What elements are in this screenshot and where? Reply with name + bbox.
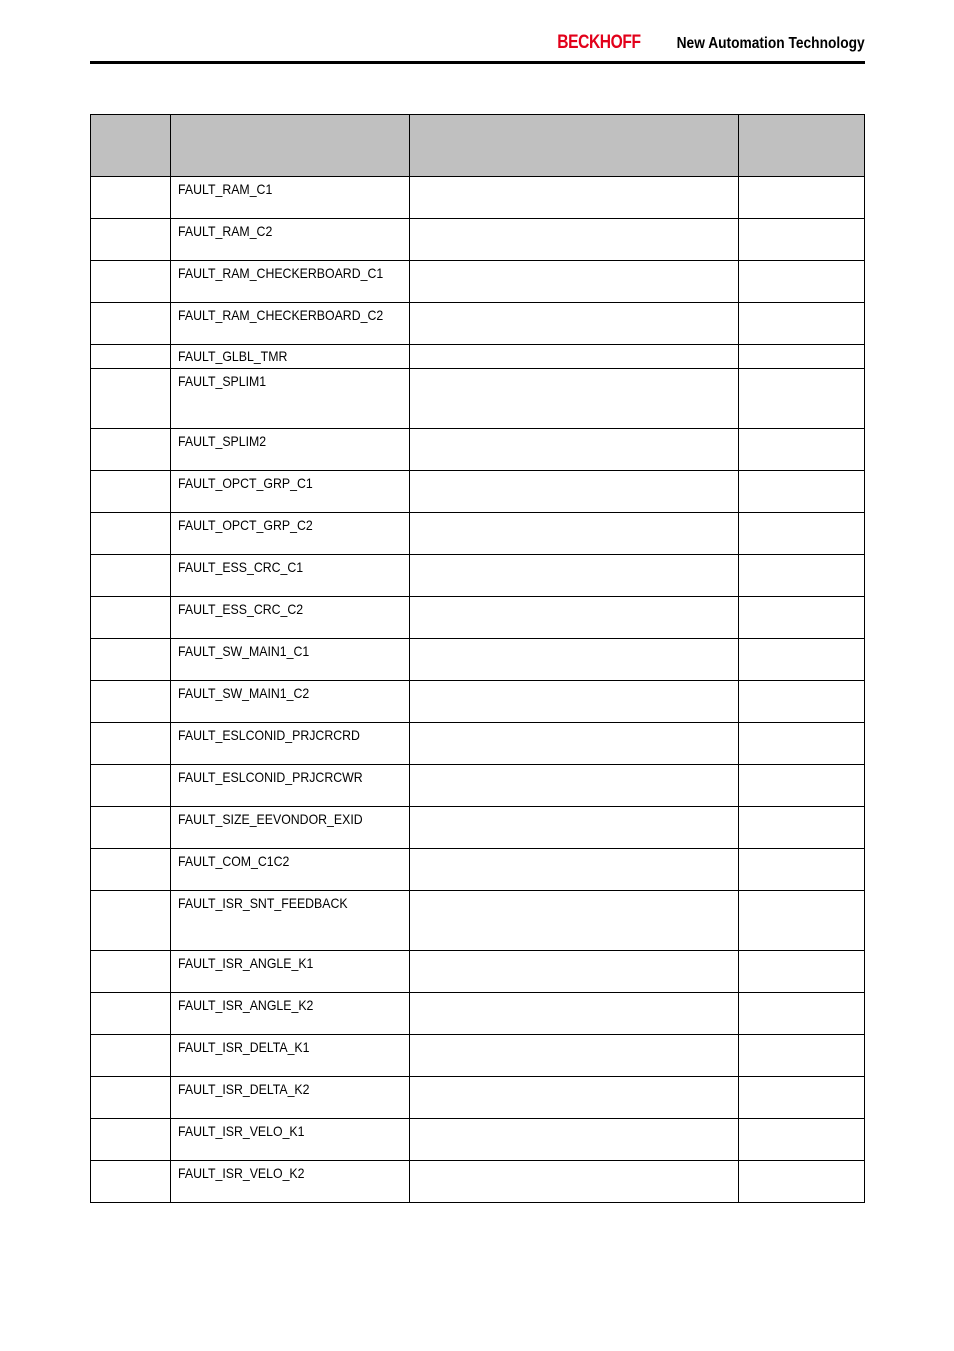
- name-cell: [171, 807, 410, 849]
- description-cell: [410, 807, 739, 849]
- id-cell: [91, 993, 171, 1035]
- fault-name: FAULT_ISR_DELTA_K2: [178, 1081, 310, 1097]
- id-cell: [91, 303, 171, 345]
- id-cell: [91, 597, 171, 639]
- extra-cell: [739, 261, 865, 303]
- fault-name: FAULT_ISR_SNT_FEEDBACK: [178, 895, 348, 911]
- fault-name: FAULT_ISR_VELO_K1: [178, 1123, 305, 1139]
- extra-cell: [739, 1119, 865, 1161]
- id-cell: [91, 369, 171, 429]
- brand-tagline: New Automation Technology: [676, 35, 865, 52]
- table-row: [91, 597, 865, 639]
- header-cell-description: [410, 115, 739, 177]
- extra-cell: [739, 345, 865, 369]
- table-row: [91, 681, 865, 723]
- extra-cell: [739, 369, 865, 429]
- name-cell: [171, 723, 410, 765]
- extra-cell: [739, 723, 865, 765]
- brand-name: BECKHOFF: [557, 32, 641, 53]
- table-row: [91, 723, 865, 765]
- description-cell: [410, 303, 739, 345]
- table-row: [91, 177, 865, 219]
- description-cell: [410, 1077, 739, 1119]
- id-cell: [91, 345, 171, 369]
- fault-name: FAULT_RAM_C2: [178, 223, 273, 239]
- table-row: [91, 471, 865, 513]
- extra-cell: [739, 681, 865, 723]
- table-row: [91, 429, 865, 471]
- description-cell: [410, 1161, 739, 1203]
- table-row: [91, 1119, 865, 1161]
- extra-cell: [739, 471, 865, 513]
- name-cell: [171, 639, 410, 681]
- id-cell: [91, 471, 171, 513]
- description-cell: [410, 177, 739, 219]
- fault-name: FAULT_RAM_C1: [178, 181, 273, 197]
- name-cell: [171, 513, 410, 555]
- description-cell: [410, 723, 739, 765]
- id-cell: [91, 891, 171, 951]
- extra-cell: [739, 765, 865, 807]
- table-row: [91, 891, 865, 951]
- table-row: [91, 1035, 865, 1077]
- id-cell: [91, 639, 171, 681]
- table-row: [91, 807, 865, 849]
- id-cell: [91, 1161, 171, 1203]
- name-cell: [171, 849, 410, 891]
- id-cell: [91, 951, 171, 993]
- name-cell: [171, 369, 410, 429]
- table-header-row: [91, 115, 865, 177]
- fault-name: FAULT_OPCT_GRP_C2: [178, 517, 313, 533]
- table-row: [91, 993, 865, 1035]
- description-cell: [410, 513, 739, 555]
- description-cell: [410, 597, 739, 639]
- description-cell: [410, 219, 739, 261]
- extra-cell: [739, 951, 865, 993]
- extra-cell: [739, 849, 865, 891]
- fault-name: FAULT_GLBL_TMR: [178, 348, 288, 364]
- header-cell-id: [91, 115, 171, 177]
- description-cell: [410, 681, 739, 723]
- id-cell: [91, 807, 171, 849]
- id-cell: [91, 1035, 171, 1077]
- header-cell-extra: [739, 115, 865, 177]
- name-cell: [171, 1119, 410, 1161]
- table-row: [91, 1161, 865, 1203]
- description-cell: [410, 1119, 739, 1161]
- table-row: [91, 951, 865, 993]
- name-cell: [171, 765, 410, 807]
- name-cell: [171, 555, 410, 597]
- fault-name: FAULT_SPLIM1: [178, 373, 267, 389]
- fault-name: FAULT_SW_MAIN1_C2: [178, 685, 310, 701]
- name-cell: [171, 1077, 410, 1119]
- extra-cell: [739, 303, 865, 345]
- fault-name: FAULT_ESLCONID_PRJCRCRD: [178, 727, 360, 743]
- page-header: [90, 28, 865, 64]
- extra-cell: [739, 429, 865, 471]
- table-row: [91, 261, 865, 303]
- fault-name: FAULT_COM_C1C2: [178, 853, 290, 869]
- name-cell: [171, 597, 410, 639]
- description-cell: [410, 951, 739, 993]
- name-cell: [171, 681, 410, 723]
- table-row: [91, 765, 865, 807]
- fault-table: [90, 114, 865, 1203]
- table-row: [91, 639, 865, 681]
- fault-name: FAULT_ISR_ANGLE_K2: [178, 997, 314, 1013]
- table-row: [91, 555, 865, 597]
- name-cell: [171, 993, 410, 1035]
- name-cell: [171, 1161, 410, 1203]
- name-cell: [171, 177, 410, 219]
- description-cell: [410, 891, 739, 951]
- description-cell: [410, 369, 739, 429]
- fault-name: FAULT_ISR_ANGLE_K1: [178, 955, 314, 971]
- table-row: [91, 849, 865, 891]
- fault-name: FAULT_SPLIM2: [178, 433, 267, 449]
- name-cell: [171, 1035, 410, 1077]
- table-row: [91, 513, 865, 555]
- id-cell: [91, 849, 171, 891]
- id-cell: [91, 555, 171, 597]
- fault-name: FAULT_RAM_CHECKERBOARD_C2: [178, 307, 384, 323]
- extra-cell: [739, 513, 865, 555]
- id-cell: [91, 219, 171, 261]
- description-cell: [410, 555, 739, 597]
- description-cell: [410, 471, 739, 513]
- extra-cell: [739, 891, 865, 951]
- table-row: [91, 369, 865, 429]
- extra-cell: [739, 555, 865, 597]
- extra-cell: [739, 219, 865, 261]
- id-cell: [91, 1119, 171, 1161]
- description-cell: [410, 765, 739, 807]
- fault-name: FAULT_ISR_DELTA_K1: [178, 1039, 310, 1055]
- id-cell: [91, 765, 171, 807]
- brand-logo: [539, 32, 865, 54]
- name-cell: [171, 891, 410, 951]
- id-cell: [91, 177, 171, 219]
- extra-cell: [739, 807, 865, 849]
- table-row: [91, 303, 865, 345]
- description-cell: [410, 1035, 739, 1077]
- fault-name: FAULT_OPCT_GRP_C1: [178, 475, 313, 491]
- id-cell: [91, 429, 171, 471]
- description-cell: [410, 345, 739, 369]
- fault-name: FAULT_SIZE_EEVONDOR_EXID: [178, 811, 363, 827]
- id-cell: [91, 513, 171, 555]
- description-cell: [410, 429, 739, 471]
- header-cell-name: [171, 115, 410, 177]
- name-cell: [171, 345, 410, 369]
- extra-cell: [739, 993, 865, 1035]
- fault-name: FAULT_ISR_VELO_K2: [178, 1165, 305, 1181]
- name-cell: [171, 261, 410, 303]
- id-cell: [91, 1077, 171, 1119]
- name-cell: [171, 951, 410, 993]
- table-row: [91, 1077, 865, 1119]
- description-cell: [410, 993, 739, 1035]
- extra-cell: [739, 597, 865, 639]
- fault-name: FAULT_ESS_CRC_C2: [178, 601, 304, 617]
- extra-cell: [739, 1161, 865, 1203]
- extra-cell: [739, 639, 865, 681]
- name-cell: [171, 429, 410, 471]
- id-cell: [91, 261, 171, 303]
- name-cell: [171, 219, 410, 261]
- fault-name: FAULT_ESLCONID_PRJCRCWR: [178, 769, 363, 785]
- description-cell: [410, 261, 739, 303]
- id-cell: [91, 681, 171, 723]
- extra-cell: [739, 1077, 865, 1119]
- name-cell: [171, 303, 410, 345]
- id-cell: [91, 723, 171, 765]
- fault-name: FAULT_RAM_CHECKERBOARD_C1: [178, 265, 384, 281]
- extra-cell: [739, 177, 865, 219]
- header-rule: [90, 61, 865, 64]
- description-cell: [410, 639, 739, 681]
- table-row: [91, 345, 865, 369]
- table-row: [91, 219, 865, 261]
- fault-name: FAULT_SW_MAIN1_C1: [178, 643, 310, 659]
- extra-cell: [739, 1035, 865, 1077]
- name-cell: [171, 471, 410, 513]
- fault-name: FAULT_ESS_CRC_C1: [178, 559, 304, 575]
- description-cell: [410, 849, 739, 891]
